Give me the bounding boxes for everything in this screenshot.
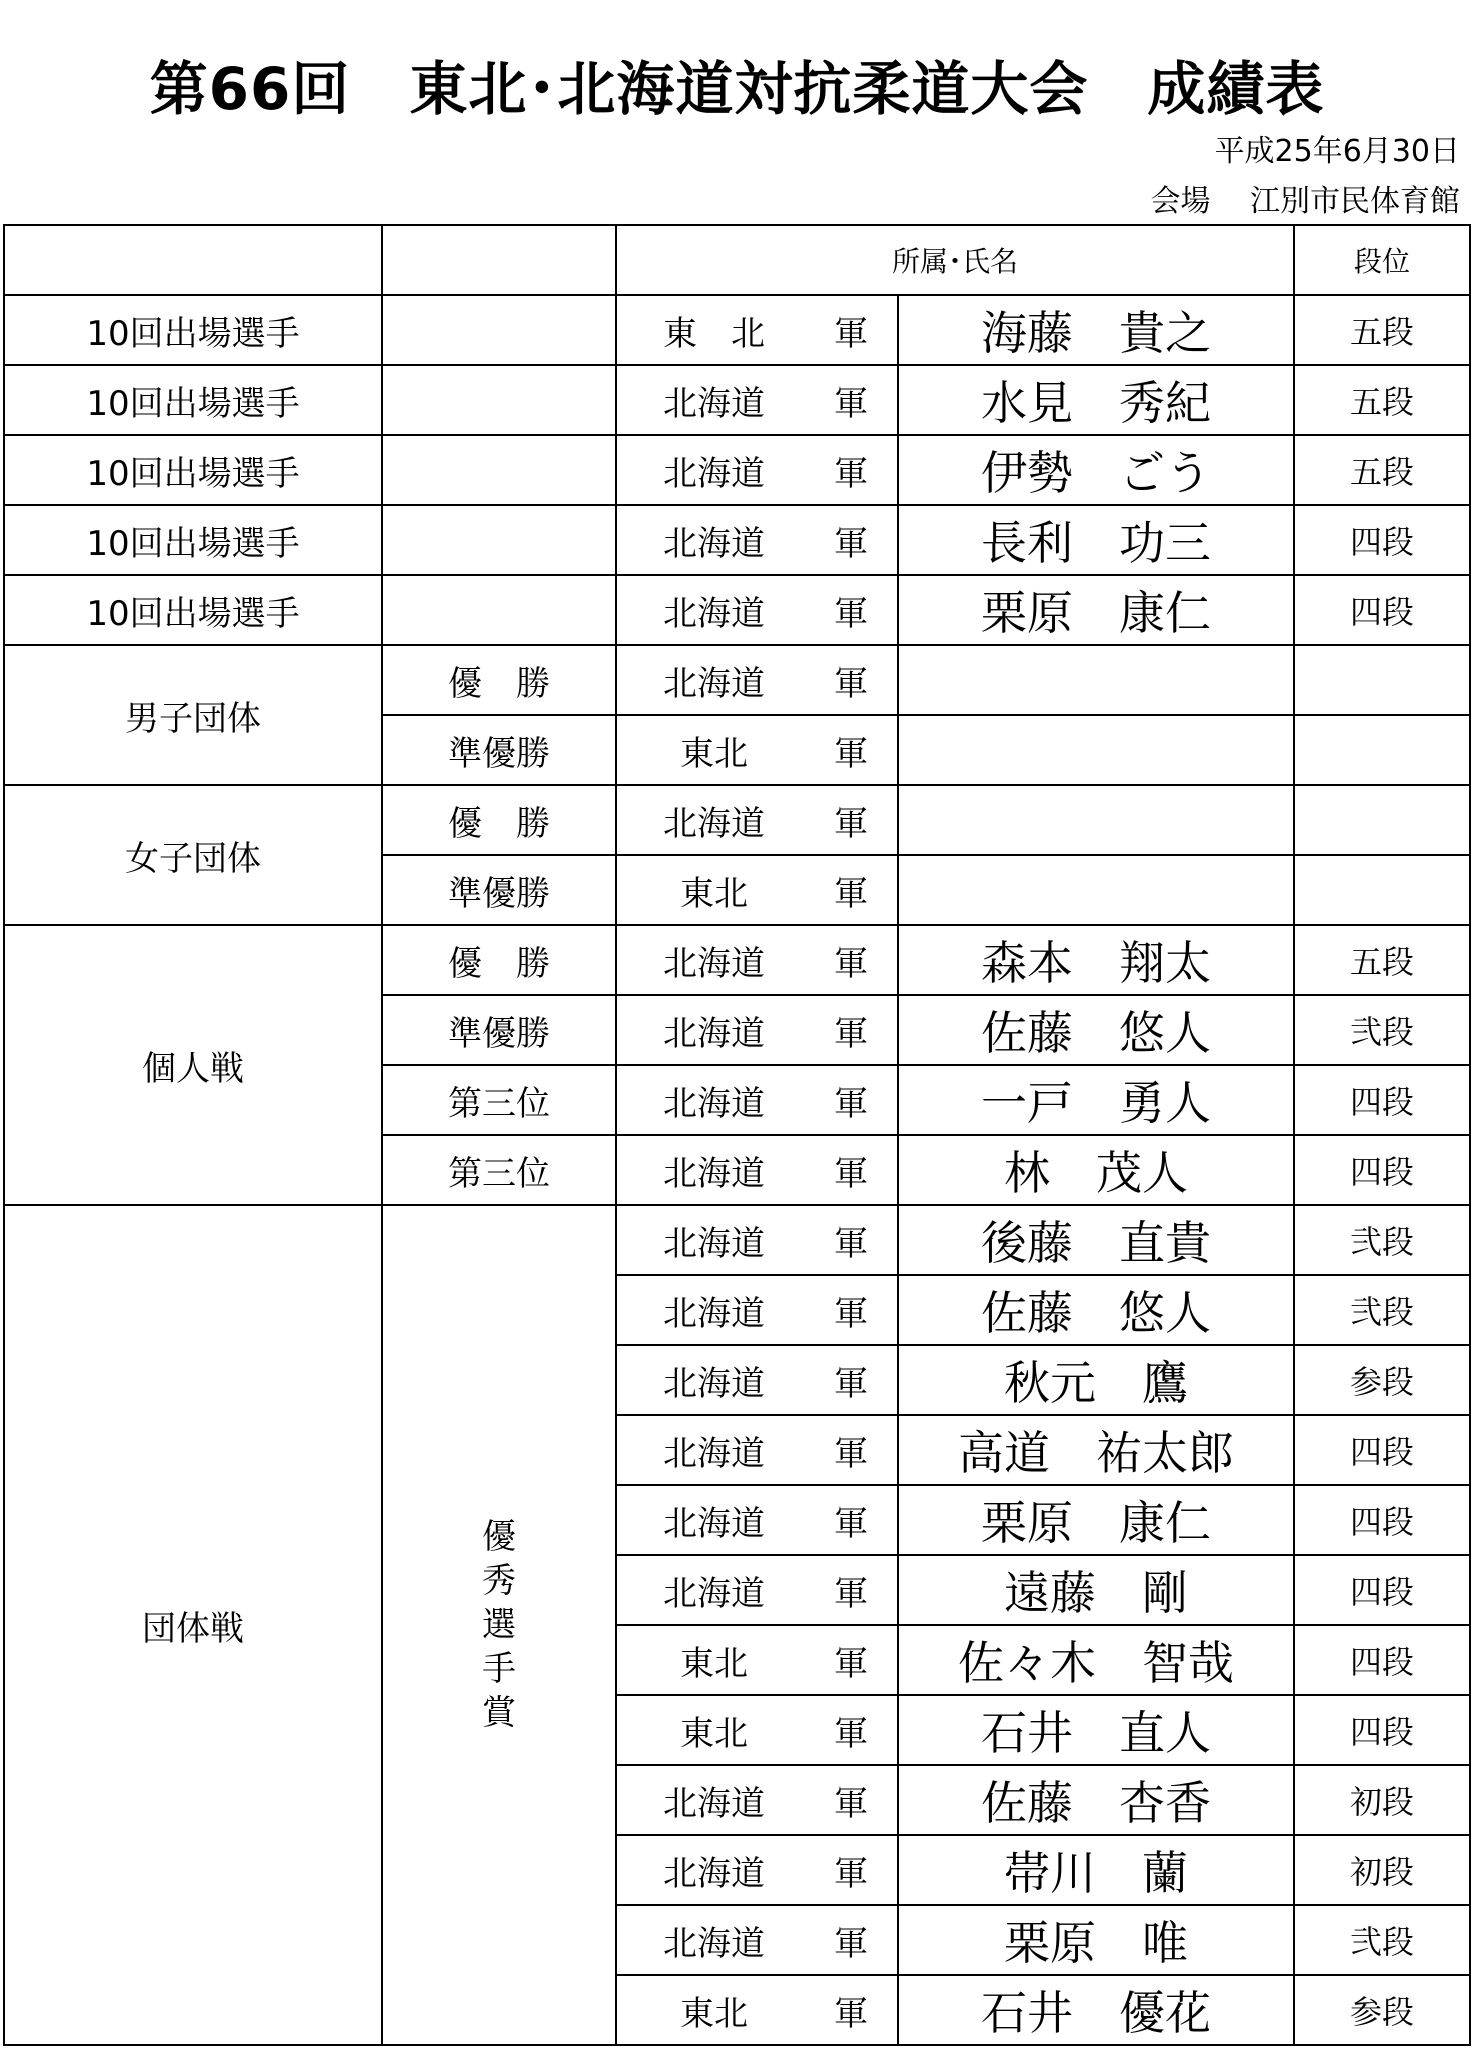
rank-cell: 四段 [1294, 1695, 1470, 1765]
team-name: 東北 [680, 1713, 748, 1754]
category-label: 10回出場選手 [4, 365, 382, 435]
category-label: 女子団体 [4, 785, 382, 925]
player-name: 佐々木 智哉 [898, 1625, 1294, 1695]
army-label: 軍 [834, 1293, 868, 1334]
team-name: 北海道 [663, 1573, 765, 1614]
team-name: 北海道 [663, 383, 765, 424]
player-name: 林 茂人 [898, 1135, 1294, 1205]
affiliation-cell [616, 1975, 898, 2045]
affiliation-cell [616, 995, 898, 1065]
table-row [4, 1205, 1470, 1275]
player-name: 一戸 勇人 [898, 1065, 1294, 1135]
rank-cell: 弐段 [1294, 1905, 1470, 1975]
affiliation-cell [616, 645, 898, 715]
place-label: 第三位 [382, 1135, 616, 1205]
team-name: 北海道 [663, 1013, 765, 1054]
team-name: 北海道 [663, 593, 765, 634]
place-label: 準優勝 [382, 995, 616, 1065]
rank-cell: 初段 [1294, 1835, 1470, 1905]
affiliation-cell [616, 1415, 898, 1485]
player-name-empty [898, 715, 1294, 785]
army-label: 軍 [834, 1433, 868, 1474]
affiliation-cell [616, 1695, 898, 1765]
category-label: 個人戦 [4, 925, 382, 1205]
team-name: 東北 [680, 1643, 748, 1684]
affiliation-cell [616, 715, 898, 785]
award-label-cell [382, 1205, 616, 2045]
table-row [4, 785, 1470, 855]
affiliation-cell [616, 1765, 898, 1835]
team-name: 東 北 [663, 313, 765, 354]
army-label: 軍 [834, 383, 868, 424]
army-label: 軍 [834, 1363, 868, 1404]
team-name: 北海道 [663, 1503, 765, 1544]
affiliation-cell [616, 1905, 898, 1975]
results-table [3, 224, 1471, 2046]
rank-cell: 弐段 [1294, 1205, 1470, 1275]
team-name: 北海道 [663, 1293, 765, 1334]
affiliation-cell [616, 365, 898, 435]
header-cell-empty [382, 225, 616, 295]
army-label: 軍 [834, 1923, 868, 1964]
affiliation-cell [616, 855, 898, 925]
player-name: 栗原 康仁 [898, 1485, 1294, 1555]
place-label: 第三位 [382, 1065, 616, 1135]
player-name: 石井 優花 [898, 1975, 1294, 2045]
affiliation-cell [616, 295, 898, 365]
player-name: 佐藤 杏香 [898, 1765, 1294, 1835]
rank-cell: 四段 [1294, 575, 1470, 645]
category-label: 男子団体 [4, 645, 382, 785]
award-label: 優秀選手賞 [482, 1517, 516, 1733]
army-label: 軍 [834, 1713, 868, 1754]
affiliation-cell [616, 1345, 898, 1415]
player-name: 水見 秀紀 [898, 365, 1294, 435]
player-name-empty [898, 855, 1294, 925]
table-row [4, 575, 1470, 645]
table-row [4, 435, 1470, 505]
team-name: 東北 [680, 733, 748, 774]
army-label: 軍 [834, 1083, 868, 1124]
army-label: 軍 [834, 1153, 868, 1194]
team-name: 北海道 [663, 803, 765, 844]
player-name: 帯川 蘭 [898, 1835, 1294, 1905]
affiliation-cell [616, 1135, 898, 1205]
rank-cell: 四段 [1294, 1625, 1470, 1695]
team-name: 北海道 [663, 1923, 765, 1964]
header-rank: 段位 [1294, 225, 1470, 295]
table-row [4, 925, 1470, 995]
event-date: 平成25年6月30日 [1214, 134, 1460, 169]
player-name-empty [898, 645, 1294, 715]
affiliation-cell [616, 1625, 898, 1695]
army-label: 軍 [834, 943, 868, 984]
place-cell-empty [382, 575, 616, 645]
affiliation-cell [616, 925, 898, 995]
player-name: 長利 功三 [898, 505, 1294, 575]
rank-cell: 四段 [1294, 1415, 1470, 1485]
team-name: 北海道 [663, 523, 765, 564]
army-label: 軍 [834, 1573, 868, 1614]
army-label: 軍 [834, 663, 868, 704]
place-cell-empty [382, 435, 616, 505]
army-label: 軍 [834, 1643, 868, 1684]
army-label: 軍 [834, 453, 868, 494]
table-row [4, 505, 1470, 575]
player-name: 秋元 鷹 [898, 1345, 1294, 1415]
venue: 会場 江別市民体育館 [1150, 184, 1460, 219]
army-label: 軍 [834, 1223, 868, 1264]
team-name: 北海道 [663, 1153, 765, 1194]
player-name: 石井 直人 [898, 1695, 1294, 1765]
place-label: 準優勝 [382, 855, 616, 925]
rank-cell: 五段 [1294, 295, 1470, 365]
category-label: 10回出場選手 [4, 435, 382, 505]
army-label: 軍 [834, 1853, 868, 1894]
category-label: 10回出場選手 [4, 295, 382, 365]
rank-cell-empty [1294, 715, 1470, 785]
place-cell-empty [382, 365, 616, 435]
army-label: 軍 [834, 1503, 868, 1544]
player-name: 伊勢 ごう [898, 435, 1294, 505]
rank-cell: 参段 [1294, 1975, 1470, 2045]
team-name: 北海道 [663, 1433, 765, 1474]
affiliation-cell [616, 1275, 898, 1345]
table-row [4, 365, 1470, 435]
team-name: 北海道 [663, 663, 765, 704]
army-label: 軍 [834, 1013, 868, 1054]
affiliation-cell [616, 505, 898, 575]
rank-cell: 五段 [1294, 925, 1470, 995]
team-name: 北海道 [663, 1223, 765, 1264]
player-name: 後藤 直貴 [898, 1205, 1294, 1275]
table-row [4, 295, 1470, 365]
affiliation-cell [616, 785, 898, 855]
table-row [4, 645, 1470, 715]
player-name: 栗原 康仁 [898, 575, 1294, 645]
player-name: 森本 翔太 [898, 925, 1294, 995]
rank-cell: 四段 [1294, 1485, 1470, 1555]
army-label: 軍 [834, 733, 868, 774]
rank-cell-empty [1294, 645, 1470, 715]
army-label: 軍 [834, 1783, 868, 1824]
team-name: 北海道 [663, 1083, 765, 1124]
army-label: 軍 [834, 873, 868, 914]
team-name: 北海道 [663, 1363, 765, 1404]
rank-cell: 五段 [1294, 365, 1470, 435]
team-name: 北海道 [663, 1783, 765, 1824]
affiliation-cell [616, 575, 898, 645]
results-table-body [4, 225, 1470, 2045]
affiliation-cell [616, 1485, 898, 1555]
category-label: 団体戦 [4, 1205, 382, 2045]
rank-cell: 弐段 [1294, 1275, 1470, 1345]
rank-cell: 初段 [1294, 1765, 1470, 1835]
rank-cell: 弐段 [1294, 995, 1470, 1065]
player-name: 栗原 唯 [898, 1905, 1294, 1975]
player-name: 遠藤 剛 [898, 1555, 1294, 1625]
affiliation-cell [616, 1205, 898, 1275]
place-cell-empty [382, 505, 616, 575]
place-label: 準優勝 [382, 715, 616, 785]
rank-cell: 四段 [1294, 1555, 1470, 1625]
army-label: 軍 [834, 803, 868, 844]
affiliation-cell [616, 1835, 898, 1905]
army-label: 軍 [834, 313, 868, 354]
place-cell-empty [382, 295, 616, 365]
rank-cell: 参段 [1294, 1345, 1470, 1415]
header-cell-empty [4, 225, 382, 295]
affiliation-cell [616, 1555, 898, 1625]
player-name: 高道 祐太郎 [898, 1415, 1294, 1485]
place-label: 優 勝 [382, 785, 616, 855]
army-label: 軍 [834, 593, 868, 634]
team-name: 北海道 [663, 943, 765, 984]
rank-cell: 四段 [1294, 1065, 1470, 1135]
team-name: 東北 [680, 1993, 748, 2034]
army-label: 軍 [834, 523, 868, 564]
document-title: 第66回 東北･北海道対抗柔道大会 成績表 [149, 55, 1325, 123]
rank-cell-empty [1294, 855, 1470, 925]
rank-cell: 五段 [1294, 435, 1470, 505]
category-label: 10回出場選手 [4, 505, 382, 575]
player-name: 海藤 貴之 [898, 295, 1294, 365]
rank-cell-empty [1294, 785, 1470, 855]
category-label: 10回出場選手 [4, 575, 382, 645]
affiliation-cell [616, 1065, 898, 1135]
player-name: 佐藤 悠人 [898, 995, 1294, 1065]
team-name: 北海道 [663, 1853, 765, 1894]
affiliation-cell [616, 435, 898, 505]
header-row [4, 225, 1470, 295]
place-label: 優 勝 [382, 925, 616, 995]
team-name: 東北 [680, 873, 748, 914]
place-label: 優 勝 [382, 645, 616, 715]
player-name: 佐藤 悠人 [898, 1275, 1294, 1345]
rank-cell: 四段 [1294, 1135, 1470, 1205]
header-affiliation-name: 所属･氏名 [616, 225, 1294, 295]
army-label: 軍 [834, 1993, 868, 2034]
player-name-empty [898, 785, 1294, 855]
team-name: 北海道 [663, 453, 765, 494]
rank-cell: 四段 [1294, 505, 1470, 575]
